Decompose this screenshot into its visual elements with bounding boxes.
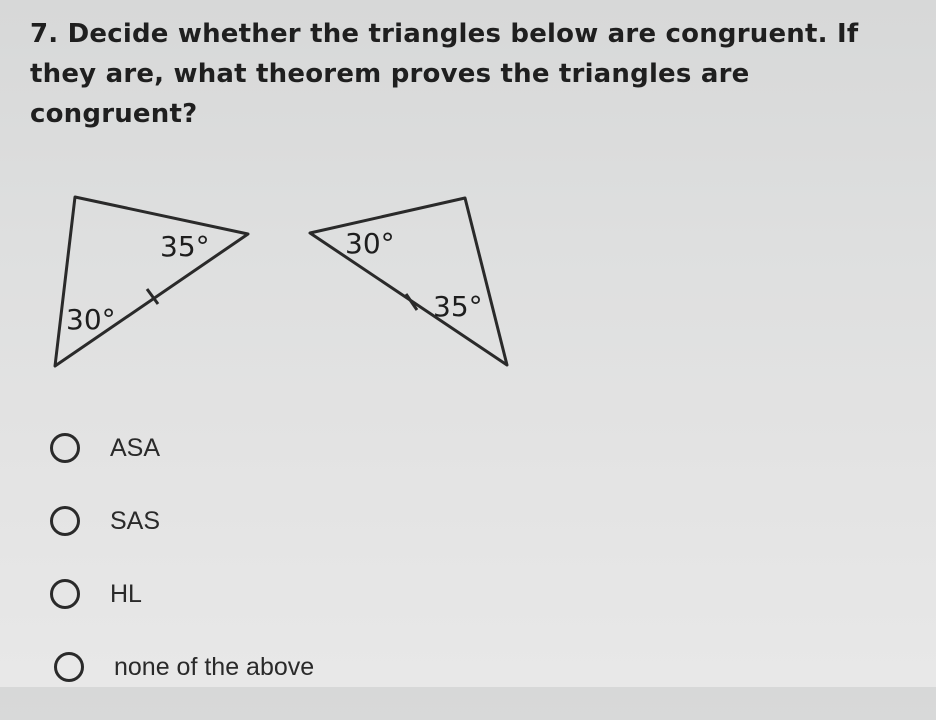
radio-button[interactable] (50, 506, 80, 536)
left-triangle-top-angle: 35° (160, 230, 210, 263)
radio-button[interactable] (54, 652, 84, 682)
option-label: ASA (110, 433, 161, 462)
answer-options (50, 428, 314, 720)
option-hl[interactable] (50, 574, 314, 614)
right-triangle (310, 198, 507, 365)
option-label: HL (110, 579, 142, 608)
right-triangle-top-angle: 30° (345, 227, 395, 260)
right-triangle-tick (406, 294, 417, 310)
right-triangle-right-angle: 35° (433, 290, 483, 323)
option-label: SAS (110, 506, 161, 535)
option-sas[interactable] (50, 501, 314, 541)
question-text: 7. Decide whether the triangles below are congruent. If they are, what theorem proves the triangles are congruent? (30, 19, 859, 129)
radio-button[interactable] (50, 579, 80, 609)
left-triangle-left-angle: 30° (66, 303, 116, 336)
left-triangle (55, 197, 248, 366)
option-asa[interactable] (50, 428, 314, 468)
option-none-of-the-above[interactable] (50, 647, 314, 687)
option-label: none of the above (114, 652, 315, 681)
radio-button[interactable] (50, 433, 80, 463)
left-triangle-tick (147, 289, 158, 304)
